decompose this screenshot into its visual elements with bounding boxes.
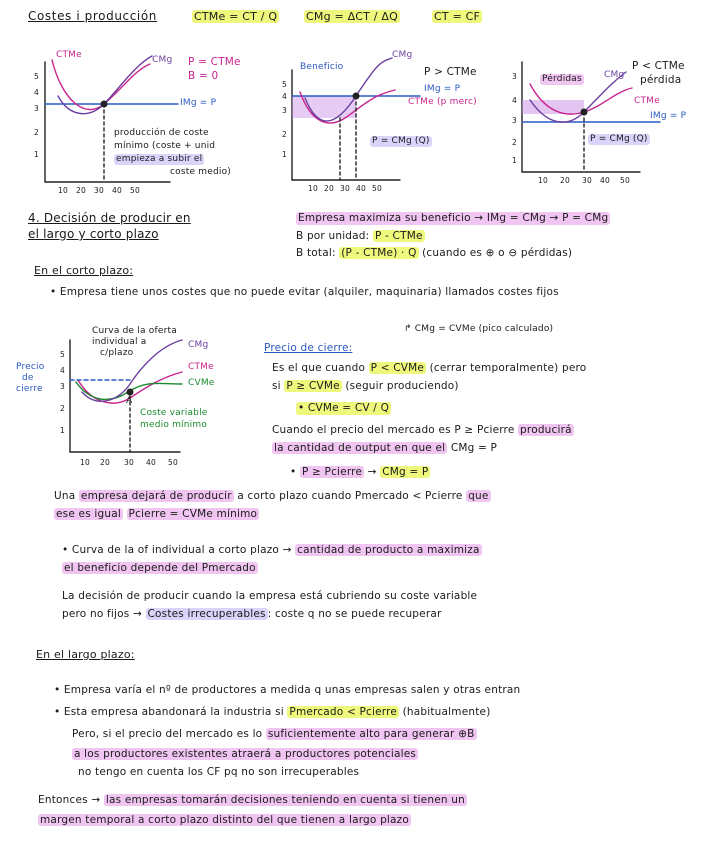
g4-x-tick: 40 (146, 458, 156, 467)
g3-perd-label: Pérdidas (542, 74, 582, 84)
g4-y-tick: 3 (60, 382, 65, 391)
g3-x-tick: 40 (600, 176, 610, 185)
decision-line-1: La decisión de producir cuando la empresa está cubriendo su coste variable (62, 590, 478, 602)
g4-ctme-label: CTMe (188, 362, 214, 372)
g2-benef-label: Beneficio (300, 62, 344, 72)
g2-img-label: IMg = P (424, 84, 461, 94)
section-title-2: el largo y corto plazo (28, 227, 159, 241)
g1-y-tick: 3 (34, 104, 39, 113)
g4-curva-1: Curva de la oferta (92, 326, 177, 336)
largo-line-3: Pero, si el precio del mercado es lo suficientemente alto para generar ⊕B (72, 728, 475, 740)
pc-line-3: • CVMe = CV / Q (298, 402, 390, 414)
g2-y-tick: 1 (282, 150, 287, 159)
g4-curva-3: c/plazo (100, 348, 134, 358)
largo-line-5: no tengo en cuenta los CF pq no son irrecuperables (78, 766, 360, 778)
g2-x-tick: 10 (308, 184, 318, 193)
g3-y-tick: 3 (512, 72, 517, 81)
largo-bullet-2: • Esta empresa abandonará la industria si Pmercado < Pcierre (habitualmente) (54, 706, 491, 718)
g3-ctme-label: CTMe (634, 96, 660, 106)
g2-y-tick: 3 (282, 106, 287, 115)
entonces-line-1: Entonces → las empresas tomarán decisiones teniendo en cuenta si tienen un (38, 794, 465, 806)
g4-cmg-label: CMg (188, 340, 209, 350)
formula-cmg: CMg = ΔCT / ΔQ (306, 10, 398, 23)
g3-x-tick: 10 (538, 176, 548, 185)
g1-x-tick: 10 (58, 186, 68, 195)
formula-ctme: CTMe = CT / Q (194, 10, 278, 23)
g4-precio-3: cierre (16, 384, 43, 394)
g1-img-label: IMg = P (180, 98, 217, 108)
g2-y-tick: 4 (282, 92, 287, 101)
g1-ctme-label: CTMe (56, 50, 82, 60)
g4-precio-2: de (22, 373, 34, 383)
g3-cond2: pérdida (640, 74, 682, 86)
g4-point-a: A (126, 396, 133, 406)
g2-y-tick: 2 (282, 130, 287, 139)
page-title: Costes i producción (28, 9, 158, 23)
g1-note-4: coste medio) (170, 167, 232, 177)
g4-x-tick: 10 (80, 458, 90, 467)
curva-line-2: el beneficio depende del Pmercado (64, 562, 256, 574)
g1-cond2: B = 0 (188, 70, 219, 82)
decision-line-2: pero no fijos → Costes irrecuperables : coste q no se puede recuperar (62, 608, 442, 620)
g3-x-tick: 50 (620, 176, 630, 185)
corto-bullet-1: • Empresa tiene unos costes que no puede evitar (alquiler, maquinaria) llamados costes fijos (50, 286, 559, 298)
g3-img-label: IMg = P (650, 111, 687, 121)
g2-x-tick: 50 (372, 184, 382, 193)
g3-y-tick: 4 (512, 96, 517, 105)
g2-x-tick: 40 (356, 184, 366, 193)
curva-line-1: • Curva de la of individual a corto plazo → cantidad de producto a maximiza (62, 544, 480, 556)
g1-cond1: P = CTMe (188, 56, 241, 68)
g3-y-tick: 1 (512, 156, 517, 165)
g2-pcmg: P = CMg (Q) (372, 136, 430, 146)
dejar-line-1: Una empresa dejará de producir a corto plazo cuando Pmercado < Pcierre que (54, 490, 489, 502)
g1-y-tick: 5 (34, 72, 39, 81)
rule-b-total: B total: (P - CTMe) · Q (cuando es ⊕ o ⊖ pérdidas) (296, 247, 573, 259)
g4-x-tick: 30 (124, 458, 134, 467)
g1-y-tick: 1 (34, 150, 39, 159)
g2-cmg-label: CMg (392, 50, 413, 60)
g1-note-1: producción de coste (114, 128, 209, 138)
g1-x-tick: 30 (94, 186, 104, 195)
g4-curva-2: individual a (92, 337, 147, 347)
g1-cmg-label: CMg (152, 55, 173, 65)
pc-line-6: • P ≥ Pcierre → CMg = P (290, 466, 429, 478)
g3-y-tick: 2 (512, 138, 517, 147)
section-title-1: 4. Decisión de producir en (28, 211, 191, 225)
largo-line-4: a los productores existentes atraerá a productores potenciales (74, 748, 417, 760)
g4-y-tick: 4 (60, 366, 65, 375)
g4-y-tick: 1 (60, 426, 65, 435)
rule-max-benefit: Empresa maximiza su beneficio → IMg = CMg → P = CMg (298, 212, 609, 224)
g1-x-tick: 50 (130, 186, 140, 195)
entonces-line-2: margen temporal a corto plazo distinto del que tienen a largo plazo (40, 814, 410, 826)
g4-note-2: medio mínimo (140, 420, 208, 430)
pc-line-2: si P ≥ CVMe (seguir produciendo) (272, 380, 459, 392)
g1-x-tick: 40 (112, 186, 122, 195)
pc-title: Precio de cierre: (264, 342, 353, 354)
g4-note-1: Coste variable (140, 408, 208, 418)
g3-pcmg: P = CMg (Q) (590, 134, 648, 144)
g1-y-tick: 2 (34, 128, 39, 137)
g4-precio-1: Precio (16, 362, 45, 372)
g1-note-2: mínimo (coste + unid (114, 141, 216, 151)
g4-y-tick: 5 (60, 350, 65, 359)
formula-ct: CT = CF (434, 10, 481, 23)
g3-x-tick: 20 (560, 176, 570, 185)
g1-x-tick: 20 (76, 186, 86, 195)
g3-cond1: P < CTMe (632, 60, 685, 72)
g3-y-tick: 3 (512, 116, 517, 125)
largo-bullet-1: • Empresa varía el nº de productores a medida q unas empresas salen y otras entran (54, 684, 521, 696)
g3-x-tick: 30 (582, 176, 592, 185)
heading-corto-plazo: En el corto plazo: (34, 264, 134, 277)
pc-note: ↱ CMg = CVMe (pico calculado) (404, 324, 554, 334)
g3-cmg-label: CMg (604, 70, 625, 80)
pc-line-5: la cantidad de output en que el CMg = P (274, 442, 498, 454)
g2-cond: P > CTMe (424, 66, 477, 78)
pc-line-4: Cuando el precio del mercado es P ≥ Pcierre producirá (272, 424, 572, 436)
g2-x-tick: 20 (324, 184, 334, 193)
g4-cvme-label: CVMe (188, 378, 215, 388)
rule-b-unit: B por unidad: P - CTMe (296, 230, 423, 242)
g4-x-tick: 50 (168, 458, 178, 467)
g1-note-3: empieza a subir el (116, 154, 203, 164)
g4-y-tick: 2 (60, 404, 65, 413)
dejar-line-2: ese es igual Pcierre = CVMe mínimo (56, 508, 258, 520)
g2-x-tick: 30 (340, 184, 350, 193)
pc-line-1: Es el que cuando P < CVMe (cerrar temporalmente) pero (272, 362, 587, 374)
g1-y-tick: 4 (34, 88, 39, 97)
g4-x-tick: 20 (100, 458, 110, 467)
heading-largo-plazo: En el largo plazo: (36, 648, 135, 661)
g2-y-tick: 5 (282, 80, 287, 89)
g2-ctme-label: CTMe (p merc) (408, 97, 477, 107)
